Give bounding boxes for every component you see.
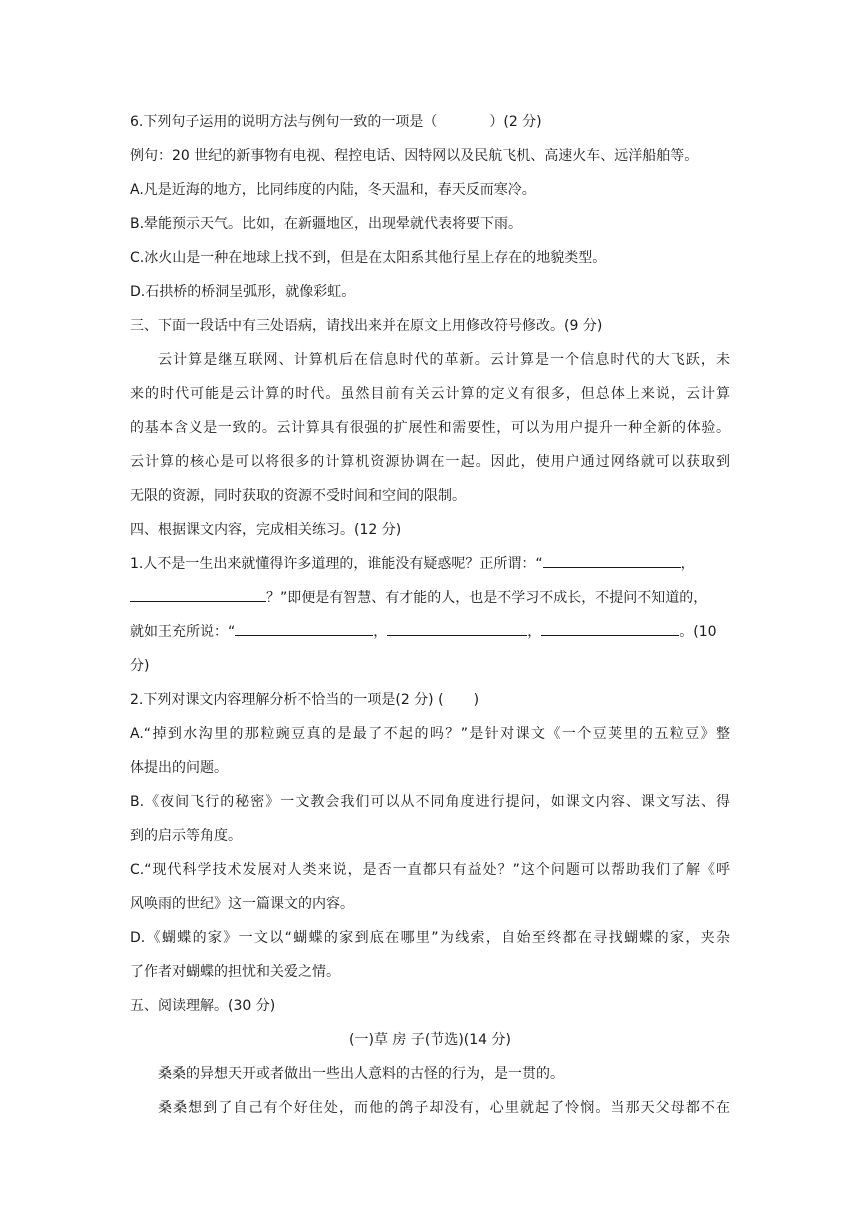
punct: ) [473,692,480,708]
q6-score: ）(2 分) [489,114,542,130]
reading-sub-title: (一)草 房 子(节选)(14 分) [349,1032,511,1048]
section-3-heading: 三、下面一段话中有三处语病，请找出来并在原文上用修改符号修改。(9 分) [130,318,603,334]
s3-line-5: 无限的资源，同时获取的资源不受时间和空间的限制。 [130,488,466,504]
s4-q2-option-d-1: D.《蝴蝶的家》一文以“蝴蝶的家到底在哪里”为线索，自始至终都在寻找蝴蝶的家，夹杂 [130,930,730,946]
s4-q2-option-b-1: B.《夜间飞行的秘密》一文教会我们可以从不同角度进行提问，如课文内容、课文写法、得 [130,794,730,810]
s4-q2-option-c-1: C.“现代科学技术发展对人类来说，是否一直都只有益处？”这个问题可以帮助我们了解《呼 [130,862,730,878]
q6-stem-text: 6.下列句子运用的说明方法与例句一致的一项是（ [130,114,438,130]
s3-line-1: 云计算是继互联网、计算机后在信息时代的革新。云计算是一个信息时代的大飞跃，未 [158,352,730,368]
fill-blank-4[interactable] [387,619,527,636]
s4-q1-text-3: 就如王充所说：“ [130,624,236,640]
fill-blank-2[interactable] [130,585,266,602]
q6-option-a: A.凡是近海的地方，比同纬度的内陆，冬天温和，春天反而寒冷。 [130,182,536,198]
s4-q2-stem [130,686,730,720]
q6-stem [130,108,730,142]
punct: ， [527,624,542,640]
s3-line-2: 来的时代可能是云计算的时代。虽然目前有关云计算的定义有很多，但总体上来说，云计算 [130,386,730,402]
s3-line-4: 云计算的核心是可以将很多的计算机资源协调在一起。因此，使用户通过网络就可以获取到 [130,454,730,470]
s4-q1-text: 1.人不是一生出来就懂得许多道理的，谁能没有疑惑呢？正所谓：“ [130,556,543,572]
section-5-heading: 五、阅读理解。(30 分) [130,998,276,1014]
punct: ， [373,624,388,640]
s4-q2-option-d-2: 了作者对蝴蝶的担忧和关爱之情。 [130,964,340,980]
s4-q2-option-a-1: A.“掉到水沟里的那粒豌豆真的是最了不起的吗？”是针对课文《一个豆荚里的五粒豆》整 [130,726,730,742]
s4-q2-option-a-2: 体提出的问题。 [130,760,228,776]
q6-option-b: B.晕能预示天气。比如，在新疆地区，出现晕就代表将要下雨。 [130,216,523,232]
s4-q2-option-b-2: 到的启示等角度。 [130,828,242,844]
exam-page [130,108,730,1128]
s4-q1-line-4: 分) [130,658,150,674]
fill-blank-5[interactable] [541,619,679,636]
s4-q1-line-1 [130,550,730,584]
s4-q1-score: 。(10 [679,624,717,640]
s4-q1-line-2 [130,584,730,618]
s4-q2-option-c-2: 风唤雨的世纪》这一篇课文的内容。 [130,896,354,912]
q6-option-d: D.石拱桥的桥洞呈弧形，就像彩虹。 [130,284,356,300]
s4-q1-text-2: ？”即便是有智慧、有才能的人，也是不学习不成长，不提问不知道的， [266,590,708,606]
s4-q1-line-3 [130,618,730,652]
q6-example: 例句：20 世纪的新事物有电视、程控电话、因特网以及民航飞机、高速火车、远洋船舶等。 [130,148,699,164]
s3-line-3: 的基本含义是一致的。云计算具有很强的扩展性和需要性，可以为用户提升一种全新的体验。 [130,420,730,436]
q6-option-c: C.冰火山是一种在地球上找不到，但是在太阳系其他行星上存在的地貌类型。 [130,250,607,266]
s4-q2-text: 2.下列对课文内容理解分析不恰当的一项是(2 分) ( [130,692,444,708]
punct: ， [680,556,695,572]
fill-blank-3[interactable] [235,619,373,636]
reading-para-1: 桑桑的异想天开或者做出一些出人意料的古怪的行为，是一贯的。 [158,1066,564,1082]
fill-blank-1[interactable] [543,551,681,568]
reading-para-2: 桑桑想到了自己有个好住处，而他的鸽子却没有，心里就起了怜悯。当那天父母都不在 [158,1100,730,1116]
section-4-heading: 四、根据课文内容，完成相关练习。(12 分) [130,522,402,538]
